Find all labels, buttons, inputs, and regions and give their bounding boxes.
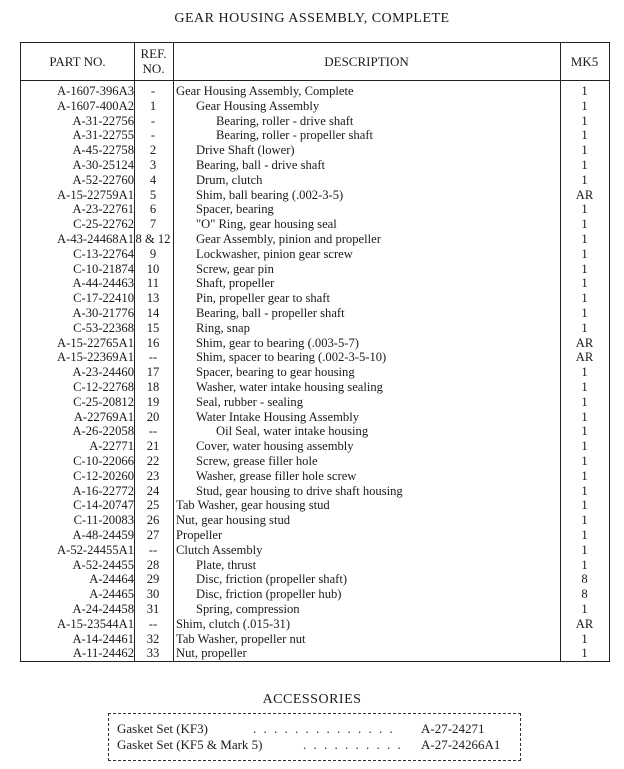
part-number-cell: A-11-24462 (72, 646, 134, 661)
table-row (21, 336, 609, 351)
mk5-quantity-cell: 1 (581, 217, 588, 232)
table-row (21, 454, 609, 469)
ref-number-cell: 8 & 12 (135, 232, 171, 246)
description-cell: Pin, propeller gear to shaft (196, 291, 330, 306)
table-row (21, 424, 609, 439)
ref-number-cell: 9 (149, 246, 157, 261)
table-row (21, 380, 609, 395)
ref-number-cell: - (150, 113, 156, 128)
table-row (21, 602, 609, 617)
ref-number-cell: 7 (149, 217, 157, 232)
part-number-cell: A-30-25124 (72, 158, 134, 172)
ref-number-cell: -- (148, 424, 158, 439)
description-cell: Disc, friction (propeller shaft) (196, 572, 348, 587)
description-cell: Bearing, ball - propeller shaft (196, 306, 345, 320)
description-cell: Tab Washer, propeller nut (176, 631, 306, 646)
description-cell: Tab Washer, gear housing stud (176, 498, 330, 513)
description-cell: Gear Assembly, pinion and propeller (196, 232, 381, 246)
mk5-quantity-cell: 1 (581, 468, 588, 483)
description-cell: Spacer, bearing to gear housing (196, 365, 355, 380)
table-row (21, 143, 609, 158)
mk5-quantity-cell: 1 (581, 409, 588, 424)
ref-number-cell: 5 (149, 187, 157, 202)
description-cell: Bearing, ball - drive shaft (196, 158, 326, 172)
mk5-quantity-cell: 1 (581, 394, 588, 409)
description-cell: Clutch Assembly (176, 542, 263, 557)
table-row (21, 558, 609, 573)
mk5-quantity-cell: 1 (581, 557, 588, 572)
description-cell: Spring, compression (196, 602, 300, 616)
part-number-cell: A-15-22765A1 (57, 335, 134, 350)
part-number-cell: A-23-24460 (72, 365, 134, 380)
accessories-box (108, 713, 521, 761)
description-cell: Gear Housing Assembly, Complete (176, 84, 354, 98)
description-cell: Cover, water housing assembly (196, 439, 354, 454)
mk5-quantity-cell: 1 (581, 631, 588, 646)
mk5-quantity-cell: 1 (581, 291, 588, 306)
description-cell: Shaft, propeller (196, 276, 275, 291)
ref-number-cell: 16 (146, 335, 160, 350)
description-cell: Screw, grease filler hole (196, 454, 318, 468)
mk5-quantity-cell: 1 (581, 380, 588, 394)
part-number-cell: C-17-22410 (73, 291, 134, 306)
ref-number-cell: 21 (146, 439, 160, 454)
part-number-cell: A-43-24468A1 (57, 232, 134, 246)
mk5-quantity-cell: 1 (581, 513, 588, 528)
ref-number-cell: 3 (149, 158, 157, 172)
ref-number-cell: 18 (146, 380, 160, 394)
ref-number-cell: -- (148, 616, 158, 631)
part-number-cell: A-15-22369A1 (57, 350, 134, 365)
ref-number-cell: 15 (146, 320, 160, 335)
mk5-quantity-cell: 1 (581, 158, 588, 172)
mk5-quantity-cell: 1 (581, 439, 588, 454)
table-row (21, 306, 609, 321)
table-row (21, 528, 609, 543)
ref-number-cell: -- (148, 350, 158, 365)
ref-number-cell: 20 (146, 409, 160, 424)
mk5-quantity-cell: 1 (581, 424, 588, 439)
table-row (21, 646, 609, 661)
part-number-cell: A-23-22761 (72, 202, 134, 217)
mk5-quantity-cell: 8 (581, 587, 588, 602)
table-row (21, 350, 609, 365)
mk5-quantity-cell: 1 (581, 172, 588, 187)
table-row (21, 632, 609, 647)
description-cell: Ring, snap (196, 320, 250, 335)
part-number-cell: C-11-20083 (73, 513, 134, 528)
part-number-cell: A-1607-400A2 (57, 98, 134, 113)
accessory-item (117, 721, 514, 737)
description-cell: Propeller (176, 528, 223, 542)
table-row (21, 291, 609, 306)
ref-number-cell: 31 (146, 602, 160, 616)
mk5-quantity-cell: 1 (581, 365, 588, 380)
mk5-quantity-cell: AR (575, 350, 594, 365)
ref-number-cell: 10 (146, 261, 160, 276)
part-number-cell: C-12-20260 (73, 468, 134, 483)
description-cell: Lockwasher, pinion gear screw (196, 246, 353, 261)
description-cell: Disc, friction (propeller hub) (196, 587, 342, 602)
accessory-part-no: A-27-24266A1 (421, 737, 501, 752)
mk5-quantity-cell: 1 (581, 306, 588, 320)
mk5-quantity-cell: 8 (581, 572, 588, 587)
ref-number-cell: 17 (146, 365, 160, 380)
ref-number-cell: 2 (149, 143, 157, 158)
part-number-cell: C-10-21874 (73, 261, 134, 276)
ref-number-cell: 27 (146, 528, 160, 542)
part-number-cell: A-22771 (89, 439, 134, 454)
accessory-item (117, 737, 514, 753)
table-row (21, 188, 609, 203)
ref-number-cell: 28 (146, 557, 160, 572)
description-cell: Nut, propeller (176, 646, 247, 661)
part-number-cell: C-14-20747 (73, 498, 134, 513)
part-number-cell: C-12-22768 (73, 380, 134, 394)
table-row (21, 439, 609, 454)
table-row (21, 587, 609, 602)
part-number-cell: A-26-22058 (72, 424, 134, 439)
description-cell: Nut, gear housing stud (176, 513, 291, 528)
ref-number-cell: 30 (146, 587, 160, 602)
part-number-cell: A-52-24455A1 (57, 542, 134, 557)
description-cell: Gear Housing Assembly (196, 98, 320, 113)
table-row (21, 247, 609, 262)
part-number-cell: A-24465 (89, 587, 134, 602)
part-number-cell: A-31-22756 (72, 113, 134, 128)
mk5-quantity-cell: 1 (581, 542, 588, 557)
accessories-title: ACCESSORIES (262, 692, 362, 707)
part-number-cell: A-15-23544A1 (57, 616, 134, 631)
part-number-cell: A-45-22758 (72, 143, 134, 158)
table-row (21, 99, 609, 114)
table-row (21, 158, 609, 173)
table-row (21, 572, 609, 587)
description-cell: Water Intake Housing Assembly (196, 409, 360, 424)
table-row (21, 84, 609, 99)
header-description: DESCRIPTION (324, 54, 409, 69)
header-part-no: PART NO. (49, 54, 106, 69)
mk5-quantity-cell: 1 (581, 320, 588, 335)
accessory-name: Gasket Set (KF5 & Mark 5) (117, 737, 263, 752)
ref-number-cell: 22 (146, 454, 160, 468)
description-cell: "O" Ring, gear housing seal (196, 217, 337, 232)
description-cell: Stud, gear housing to drive shaft housing (196, 483, 403, 498)
ref-number-cell: 19 (146, 394, 160, 409)
header-ref-no-line2: NO. (142, 61, 165, 76)
ref-number-cell: 26 (146, 513, 160, 528)
table-row (21, 617, 609, 632)
table-row (21, 202, 609, 217)
table-row (21, 114, 609, 129)
part-number-cell: A-52-22760 (72, 172, 134, 187)
ref-number-cell: 32 (146, 631, 160, 646)
description-cell: Spacer, bearing (196, 202, 274, 217)
table-row (21, 276, 609, 291)
leader-dots: . . . . . . . . . . . . . . (253, 721, 395, 736)
description-cell: Drum, clutch (196, 172, 263, 187)
part-number-cell: C-25-20812 (73, 394, 134, 409)
header-divider (21, 80, 609, 81)
ref-number-cell: -- (148, 542, 158, 557)
description-cell: Shim, spacer to bearing (.002-3-5-10) (196, 350, 387, 365)
description-cell: Bearing, roller - propeller shaft (216, 128, 374, 143)
description-cell: Seal, rubber - sealing (196, 394, 304, 409)
ref-number-cell: 4 (149, 172, 157, 187)
table-row (21, 513, 609, 528)
part-number-cell: C-25-22762 (73, 217, 134, 232)
mk5-quantity-cell: AR (575, 616, 594, 631)
ref-number-cell: - (150, 84, 156, 98)
description-cell: Drive Shaft (lower) (196, 143, 295, 158)
ref-number-cell: 6 (149, 202, 157, 217)
description-cell: Oil Seal, water intake housing (216, 424, 369, 439)
mk5-quantity-cell: 1 (581, 276, 588, 291)
ref-number-cell: 13 (146, 291, 160, 306)
ref-number-cell: 33 (146, 646, 160, 661)
table-row (21, 321, 609, 336)
description-cell: Shim, clutch (.015-31) (176, 616, 291, 631)
part-number-cell: A-31-22755 (72, 128, 134, 143)
ref-number-cell: - (150, 128, 156, 143)
part-number-cell: A-24464 (89, 572, 134, 587)
ref-number-cell: 14 (146, 306, 160, 320)
description-cell: Plate, thrust (196, 557, 257, 572)
leader-dots: . . . . . . . . . . (303, 737, 403, 752)
part-number-cell: C-13-22764 (73, 246, 134, 261)
table-row (21, 484, 609, 499)
table-row (21, 217, 609, 232)
mk5-quantity-cell: 1 (581, 84, 588, 98)
mk5-quantity-cell: AR (575, 187, 594, 202)
ref-number-cell: 11 (146, 276, 160, 291)
table-row (21, 498, 609, 513)
table-row (21, 365, 609, 380)
mk5-quantity-cell: 1 (581, 454, 588, 468)
table-row (21, 543, 609, 558)
table-row (21, 410, 609, 425)
description-cell: Screw, gear pin (196, 261, 274, 276)
part-number-cell: A-24-24458 (72, 602, 134, 616)
ref-number-cell: 23 (146, 468, 160, 483)
part-number-cell: A-1607-396A3 (57, 84, 134, 98)
mk5-quantity-cell: 1 (581, 113, 588, 128)
accessory-name: Gasket Set (KF3) (117, 721, 208, 736)
part-number-cell: C-10-22066 (73, 454, 134, 468)
description-cell: Washer, grease filler hole screw (196, 468, 357, 483)
part-number-cell: A-52-24455 (72, 557, 134, 572)
ref-number-cell: 24 (146, 483, 160, 498)
accessory-part-no: A-27-24271 (421, 721, 485, 736)
description-cell: Bearing, roller - drive shaft (216, 113, 354, 128)
ref-number-cell: 1 (149, 98, 157, 113)
mk5-quantity-cell: 1 (581, 602, 588, 616)
ref-number-cell: 25 (146, 498, 160, 513)
part-number-cell: A-15-22759A1 (57, 187, 134, 202)
part-number-cell: C-53-22368 (73, 320, 134, 335)
mk5-quantity-cell: 1 (581, 98, 588, 113)
description-cell: Shim, gear to bearing (.003-5-7) (196, 335, 359, 350)
mk5-quantity-cell: 1 (581, 498, 588, 513)
mk5-quantity-cell: 1 (581, 261, 588, 276)
part-number-cell: A-14-24461 (72, 631, 134, 646)
mk5-quantity-cell: 1 (581, 143, 588, 158)
mk5-quantity-cell: 1 (581, 232, 588, 246)
part-number-cell: A-22769A1 (73, 409, 134, 424)
page-title: GEAR HOUSING ASSEMBLY, COMPLETE (174, 11, 450, 26)
table-row (21, 232, 609, 247)
ref-number-cell: 29 (146, 572, 160, 587)
mk5-quantity-cell: 1 (581, 528, 588, 542)
description-cell: Washer, water intake housing sealing (196, 380, 383, 394)
mk5-quantity-cell: 1 (581, 483, 588, 498)
description-cell: Shim, ball bearing (.002-3-5) (196, 187, 344, 202)
mk5-quantity-cell: 1 (581, 246, 588, 261)
table-row (21, 469, 609, 484)
mk5-quantity-cell: AR (575, 335, 594, 350)
header-ref-no-line1: REF. (140, 46, 167, 61)
table-row (21, 395, 609, 410)
part-number-cell: A-44-24463 (72, 276, 134, 291)
part-number-cell: A-48-24459 (72, 528, 134, 542)
part-number-cell: A-30-21776 (72, 306, 134, 320)
table-row (21, 262, 609, 277)
mk5-quantity-cell: 1 (581, 646, 588, 661)
mk5-quantity-cell: 1 (581, 128, 588, 143)
table-row (21, 128, 609, 143)
part-number-cell: A-16-22772 (72, 483, 134, 498)
header-mk5: MK5 (570, 54, 599, 69)
table-row (21, 173, 609, 188)
parts-table (20, 42, 610, 662)
mk5-quantity-cell: 1 (581, 202, 588, 217)
